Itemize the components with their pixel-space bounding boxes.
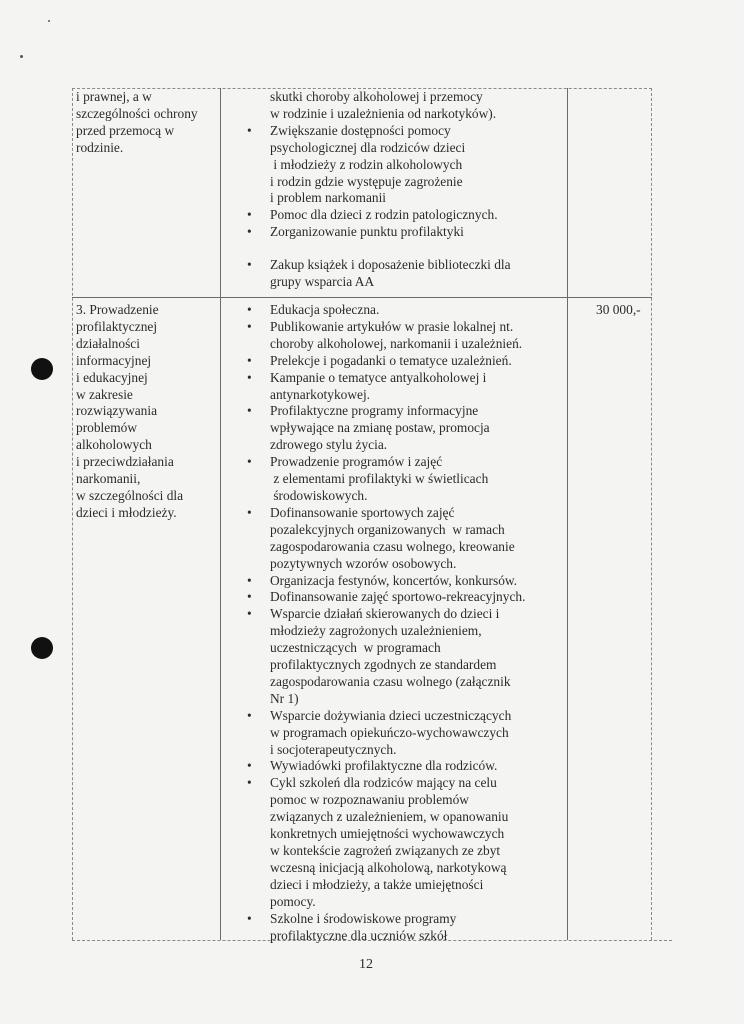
goal-line: przed przemocą w [76, 122, 175, 138]
row-divider [72, 297, 652, 298]
bullet-item: • Edukacja społeczna. [243, 302, 565, 319]
goal-line: i przeciwdziałania [76, 454, 174, 470]
bullet-item: • Wsparcie dożywiania dzieci uczestniczących w programach opiekuńczo-wychowawczych i socjoterapeutycznych. [243, 708, 565, 759]
bullet-item: • Zwiększanie dostępności pomocy psychologicznej dla rodziców dzieci i młodzieży z rodzin alkoholowych i rodzin gdzie występuje zagrożenie i problem narkomanii [243, 123, 565, 208]
goal-line: 3. Prowadzenie [76, 302, 159, 317]
bullet-item: • Prelekcje i pogadanki o tematyce uzależnień. [243, 353, 565, 370]
bullet-item: • Organizacja festynów, koncertów, konkursów. [243, 573, 565, 590]
goal-line: i prawnej, a w [76, 89, 152, 104]
bullet-item: • Zorganizowanie punktu profilaktyki [243, 224, 565, 241]
bullet-item: • Publikowanie artykułów w prasie lokalnej nt. choroby alkoholowej, narkomanii i uzależnień. [243, 319, 565, 353]
bullet-item: • Kampanie o tematyce antyalkoholowej i antynarkotykowej. [243, 370, 565, 404]
goal-line: alkoholowych [76, 437, 152, 453]
bullet-item: • Wywiadówki profilaktyczne dla rodziców. [243, 758, 565, 775]
punch-hole [31, 358, 53, 380]
column-divider [651, 88, 652, 940]
goal-line: rozwiązywania [76, 403, 158, 419]
goal-line: w zakresie [76, 386, 133, 402]
page-number: 12 [359, 957, 373, 972]
goal-line: szczególności ochrony [76, 105, 198, 121]
goal-line: dzieci i młodzieży. [76, 504, 177, 520]
column-divider [220, 88, 221, 940]
goal-line: profilaktycznej [76, 318, 158, 334]
bullet-item: • Cykl szkoleń dla rodziców mający na celu pomoc w rozpoznawaniu problemów związanych z uzależnieniem, w opanowaniu konkretnych umiejętności wychowawczych w kontekście zagrożeń związanych ze zbyt wczesną inicjacją alkoholową, narkotykową dzieci i młodzieży, a także umiejętności pomocy. [243, 775, 565, 910]
continued-text: skutki choroby alkoholowej i przemocy w rodzinie i uzależnienia od narkotyków). [270, 89, 497, 121]
goal-line: problemów [76, 420, 137, 436]
task-list [243, 302, 565, 944]
amount-value: 30 000,- [596, 302, 641, 317]
goal-line: informacyjnej [76, 352, 152, 368]
bullet-item: • Wsparcie działań skierowanych do dzieci i młodzieży zagrożonych uzależnieniem, uczestniczących w programach profilaktycznych zgodnych ze standardem zagospodarowania czasu wolnego (załącznik Nr 1) [243, 606, 565, 707]
bullet-item: • Dofinansowanie zajęć sportowo-rekreacyjnych. [243, 589, 565, 606]
bullet-item: • Dofinansowanie sportowych zajęć pozalekcyjnych organizowanych w ramach zagospodarowania czasu wolnego, kreowanie pozytywnych wzorów osobowych. [243, 505, 565, 573]
goal-line: i edukacyjnej [76, 369, 148, 385]
goal-line: narkomanii, [76, 471, 141, 487]
scan-speck [20, 55, 23, 58]
column-divider [72, 88, 73, 940]
task-list [243, 89, 565, 291]
bullet-item: • Pomoc dla dzieci z rodzin patologicznych. [243, 207, 565, 224]
goal-line: działalności [76, 335, 140, 351]
goal-line: w szczególności dla [76, 487, 184, 503]
goal-cell [76, 302, 183, 522]
bullet-item: • Prowadzenie programów i zajęć z elementami profilaktyki w świetlicach środowiskowych. [243, 454, 565, 505]
bullet-item: • Szkolne i środowiskowe programy profilaktyczne dla uczniów szkół [243, 911, 565, 945]
bullet-item: • Profilaktyczne programy informacyjne wpływające na zmianę postaw, promocja zdrowego stylu życia. [243, 403, 565, 454]
scan-speck [48, 20, 50, 22]
goal-line: rodzinie. [76, 139, 124, 155]
column-divider [567, 88, 568, 940]
bullet-item: • Zakup książek i doposażenie biblioteczki dla grupy wsparcia AA [243, 257, 565, 291]
punch-hole [31, 637, 53, 659]
goal-cell [76, 89, 198, 157]
